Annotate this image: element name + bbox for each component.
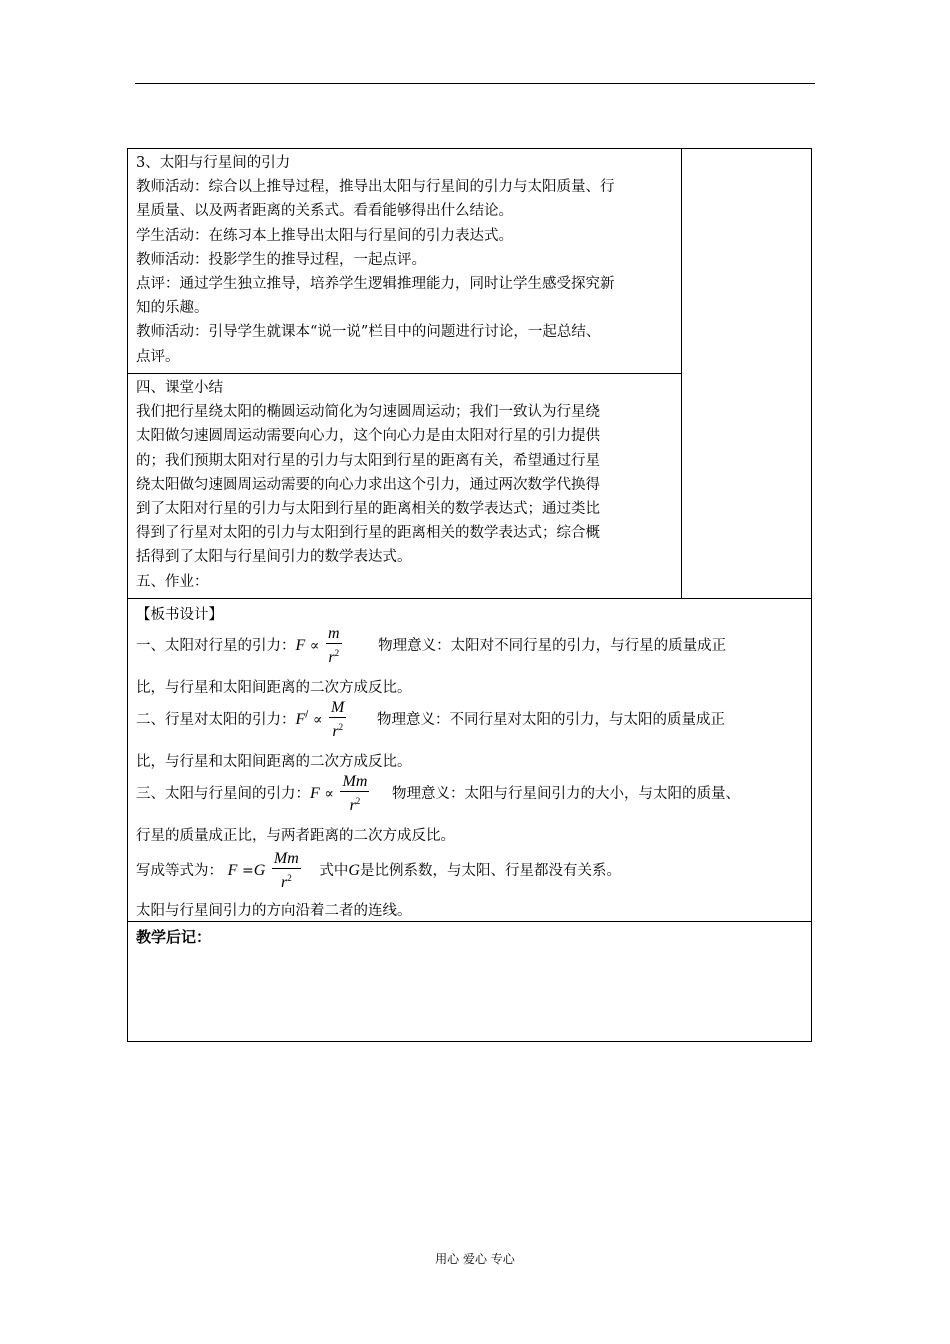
item2-label: 二、行星对太阳的引力： <box>136 712 296 728</box>
item3-label: 三、太阳与行星间的引力： <box>136 786 310 802</box>
summary-line: 太阳做匀速圆周运动需要向心力，这个向心力是由太阳对行星的引力提供 <box>136 428 600 445</box>
item3-numerator: Mm <box>342 773 368 790</box>
board-title: 【板书设计】 <box>136 607 223 623</box>
item3-lhs: F <box>310 785 320 802</box>
direction-line: 太阳与行星间引力的方向沿着二者的连线。 <box>136 903 412 919</box>
section3-text <box>136 151 675 369</box>
item2-meaning-b: 比，与行星和太阳间距离的二次方成反比。 <box>136 754 412 770</box>
item1-meaning-a: 物理意义：太阳对不同行星的引力，与行星的质量成正 <box>378 638 727 654</box>
teacher-activity-2: 教师活动：投影学生的推导过程，一起点评。 <box>136 251 426 268</box>
item1-exponent: 2 <box>334 648 340 658</box>
formula-item-2 <box>136 699 725 741</box>
student-activity: 学生活动：在练习本上推导出太阳与行星间的引力表达式。 <box>136 227 513 244</box>
teacher-activity-1b: 星质量、以及两者距离的关系式。看看能够得出什么结论。 <box>136 203 513 220</box>
comment-b: 知的乐趣。 <box>136 300 209 317</box>
section3-title: 3、太阳与行星间的引力 <box>136 155 291 171</box>
summary-line: 绕太阳做匀速圆周运动需要的向心力求出这个引力，通过两次数学代换得 <box>136 476 600 493</box>
item2-fraction <box>329 699 346 741</box>
summary-cell <box>127 373 682 598</box>
item1-prop: ∝ <box>309 638 320 654</box>
page-footer: 用心 爱心 专心 <box>435 1252 515 1266</box>
equation-lhs: F <box>227 862 238 879</box>
item3-meaning-b: 行星的质量成正比，与两者距离的二次方成反比。 <box>136 828 455 844</box>
side-notes-cell <box>682 148 812 598</box>
section3-cell <box>127 148 682 373</box>
equation-numerator: Mm <box>273 850 299 867</box>
summary-line: 括得到了太阳与行星间引力的数学表达式。 <box>136 549 412 566</box>
item1-lhs: F <box>295 637 306 654</box>
summary-line: 到了太阳对行星的引力与太阳到行星的距离相关的数学表达式；通过类比 <box>136 500 600 517</box>
item3-denominator: r <box>349 797 356 814</box>
item1-fraction <box>326 625 342 667</box>
formula-item-3 <box>136 773 740 815</box>
equation-note-g: G <box>348 862 360 879</box>
item1-numerator: m <box>327 625 340 642</box>
equation-line <box>136 850 621 892</box>
equation-note-a: 式中 <box>319 863 349 879</box>
item1-label: 一、太阳对行星的引力： <box>136 638 296 654</box>
comment-a: 点评：通过学生独立推导，培养学生逻辑推理能力，同时让学生感受探究新 <box>136 275 615 292</box>
summary-line: 的；我们预期太阳对行星的引力与太阳到行星的距离有关，希望通过行星 <box>136 452 600 469</box>
item1-meaning-b: 比，与行星和太阳间距离的二次方成反比。 <box>136 680 412 696</box>
formula-item-1 <box>136 625 726 667</box>
teacher-activity-1a: 教师活动：综合以上推导过程，推导出太阳与行星间的引力与太阳质量、行 <box>136 179 615 196</box>
item2-prime: / <box>305 710 309 720</box>
item2-prop: ∝ <box>312 712 323 728</box>
equation-exponent: 2 <box>287 873 292 883</box>
equation-label: 写成等式为： <box>136 863 223 879</box>
item2-lhs: F <box>295 711 306 728</box>
header-rule <box>135 83 815 84</box>
equation-denominator: r <box>280 874 288 891</box>
postscript-cell <box>127 921 812 1042</box>
teacher-activity-3a: 教师活动：引导学生就课本“说一说”栏目中的问题进行讨论，一起总结、 <box>136 324 601 341</box>
teacher-activity-3b: 点评。 <box>136 348 180 365</box>
summary-line: 得到了行星对太阳的引力与太阳到行星的距离相关的数学表达式；综合概 <box>136 525 600 542</box>
item2-meaning-a: 物理意义：不同行星对太阳的引力，与太阳的质量成正 <box>376 712 725 728</box>
postscript-title: 教学后记： <box>136 928 212 946</box>
board-design-cell <box>127 598 812 922</box>
item2-denominator: r <box>332 723 339 740</box>
summary-line: 我们把行星绕太阳的椭圆运动简化为匀速圆周运动；我们一致认为行星绕 <box>136 404 600 421</box>
equation-fraction <box>272 850 301 892</box>
equation-note-b: 是比例系数，与太阳、行星都没有关系。 <box>359 863 621 879</box>
item3-fraction <box>340 773 369 815</box>
homework-heading: 五、作业： <box>136 573 209 590</box>
item3-meaning-a: 物理意义：太阳与行星间引力的大小，与太阳的质量、 <box>391 786 740 802</box>
equation-eq: = <box>242 863 254 879</box>
summary-title: 四、课堂小结 <box>136 380 223 396</box>
item2-exponent: 2 <box>338 722 344 732</box>
item1-denominator: r <box>328 649 335 666</box>
item3-prop: ∝ <box>324 786 334 802</box>
item3-exponent: 2 <box>355 796 361 806</box>
equation-g: G <box>253 862 266 879</box>
item2-numerator: M <box>331 699 345 716</box>
summary-text <box>136 376 675 594</box>
